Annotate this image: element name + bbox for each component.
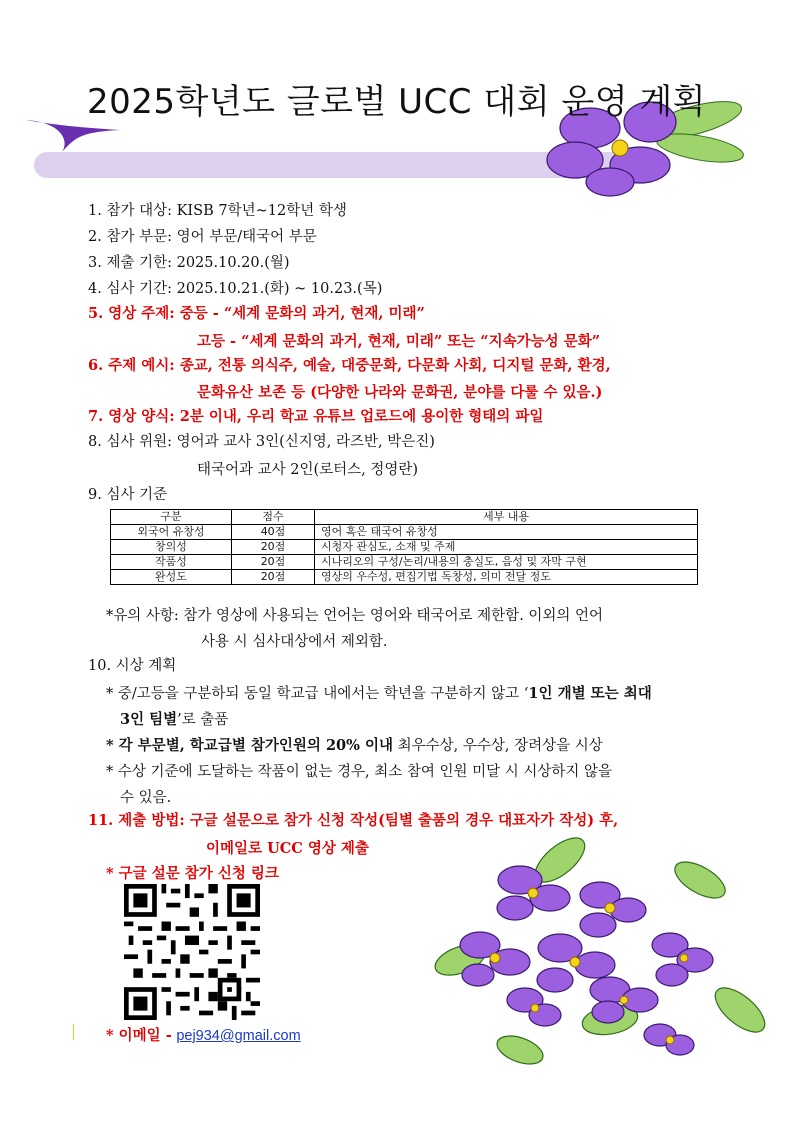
item-11-line-2: 이메일로 UCC 영상 제출	[206, 840, 369, 857]
email-label: * 이메일 -	[106, 1027, 172, 1044]
item-7	[88, 407, 543, 427]
form-link-label: * 구글 설문 참가 신청 링크	[106, 865, 279, 882]
cell-category: 작품성	[111, 555, 232, 570]
item-number: 3.	[88, 255, 102, 271]
cell-category: 외국어 유창성	[111, 525, 232, 540]
cell-score: 20점	[232, 555, 315, 570]
item-8	[88, 432, 435, 452]
item-label: 영상 양식:	[108, 408, 175, 425]
flower-bottom-icon	[431, 830, 772, 1069]
item-2	[88, 227, 317, 247]
item-number: 6.	[88, 357, 104, 374]
award-bold-text: * 각 부문별, 학교급별 참가인원의 20% 이내	[106, 737, 393, 754]
item-text: 영어과 교사 3인(신지영, 라즈반, 박은진)	[176, 434, 435, 450]
item-number: 4.	[88, 281, 102, 297]
item-text: 2분 이내, 우리 학교 유튜브 업로드에 용이한 형태의 파일	[179, 408, 544, 425]
item-text: 영어 부문/태국어 부문	[176, 229, 317, 245]
award-text: * 중/고등을 구분하되 동일 학교급 내에서는 학년을 구분하지 않고 ‘	[106, 686, 529, 702]
item-number: 7.	[88, 408, 104, 425]
item-number: 2.	[88, 229, 102, 245]
cell-detail: 시청자 관심도, 소재 및 주제	[315, 540, 698, 555]
award-bullet-1	[106, 682, 652, 703]
item-label: 제출 기한:	[106, 255, 172, 271]
item-label: 심사 기간:	[106, 281, 172, 297]
cell-score: 40점	[232, 525, 315, 540]
item-text: 구글 설문으로 참가 신청 작성(팀별 출품의 경우 대표자가 작성) 후,	[189, 812, 619, 829]
header-score: 점수	[232, 510, 315, 525]
item-8-line-2: 태국어과 교사 2인(로터스, 정영란)	[197, 462, 419, 478]
item-number: 9.	[88, 487, 102, 503]
item-6	[88, 356, 611, 376]
page-title: 2025학년도 글로벌 UCC 대회 운영 계획	[86, 82, 707, 122]
cell-category: 창의성	[111, 540, 232, 555]
item-1	[88, 201, 347, 221]
award-bold-text: 3인 팀별	[120, 711, 178, 728]
item-11	[88, 811, 618, 831]
item-6-line-2: 문화유산 보존 등 (다양한 나라와 문화권, 분야를 다룰 수 있음.)	[197, 384, 603, 401]
item-label: 영상 주제:	[108, 305, 175, 322]
table-row	[111, 570, 698, 585]
award-bullet-3-line-2: 수 있음.	[120, 790, 172, 806]
criteria-table	[110, 509, 698, 585]
item-label: 참가 부문:	[106, 229, 172, 245]
email-link[interactable]: pej934@gmail.com	[176, 1028, 301, 1044]
item-label: 참가 대상:	[106, 203, 172, 219]
item-text: 중등 - “세계 문화의 과거, 현재, 미래”	[179, 305, 425, 322]
item-number: 5.	[88, 305, 104, 322]
table-header-row	[111, 510, 698, 525]
item-10: 10. 시상 계획	[88, 658, 177, 674]
item-text: KISB 7학년~12학년 학생	[176, 203, 347, 219]
swoosh-icon	[26, 120, 120, 152]
item-number: 8.	[88, 434, 102, 450]
cell-detail: 영상의 우수성, 편집기법 독창성, 의미 전달 정도	[315, 570, 698, 585]
cell-detail: 시나리오의 구성/논리/내용의 충실도, 음성 및 자막 구현	[315, 555, 698, 570]
cell-category: 완성도	[111, 570, 232, 585]
item-number: 11.	[88, 812, 114, 829]
header-category: 구분	[111, 510, 232, 525]
item-5	[88, 304, 425, 324]
note-line-2: 사용 시 심사대상에서 제외함.	[201, 634, 388, 650]
item-label: 심사 위원:	[106, 434, 172, 450]
cell-score: 20점	[232, 570, 315, 585]
award-bullet-2	[106, 734, 603, 755]
item-label: 제출 방법:	[118, 812, 185, 829]
item-text: 2025.10.21.(화) ~ 10.23.(목)	[176, 281, 383, 297]
item-text: 2025.10.20.(월)	[176, 255, 290, 271]
cell-score: 20점	[232, 540, 315, 555]
award-text: ’로 출품	[177, 712, 229, 728]
item-text: 종교, 전통 의식주, 예술, 대중문화, 다문화 사회, 디지털 문화, 환경,	[179, 357, 611, 374]
item-5-line-2: 고등 - “세계 문화의 과거, 현재, 미래” 또는 “지속가능성 문화”	[197, 333, 601, 350]
note-line-1: *유의 사항: 참가 영상에 사용되는 언어는 영어와 태국어로 제한함. 이외의 언어	[106, 608, 604, 624]
cell-detail: 영어 혹은 태국어 유창성	[315, 525, 698, 540]
email-line	[106, 1024, 301, 1045]
award-bullet-3: * 수상 기준에 도달하는 작품이 없는 경우, 최소 참여 인원 미달 시 시상하지 않을	[106, 764, 612, 780]
table-row	[111, 540, 698, 555]
award-bold-text: 1인 개별 또는 최대	[528, 685, 652, 702]
award-bullet-1-line-2	[120, 708, 228, 729]
table-row	[111, 555, 698, 570]
item-number: 1.	[88, 203, 102, 219]
item-label: 주제 예시:	[108, 357, 175, 374]
award-text: 최우수상, 우수상, 장려상을 시상	[392, 738, 603, 754]
margin-marker	[73, 1024, 74, 1040]
qr-code-icon[interactable]	[124, 884, 260, 1020]
item-4	[88, 279, 382, 299]
item-label: 심사 기준	[106, 487, 168, 503]
title-banner-bar	[34, 152, 634, 178]
item-9	[88, 485, 167, 505]
table-row	[111, 525, 698, 540]
header-detail: 세부 내용	[315, 510, 698, 525]
item-3	[88, 253, 290, 273]
